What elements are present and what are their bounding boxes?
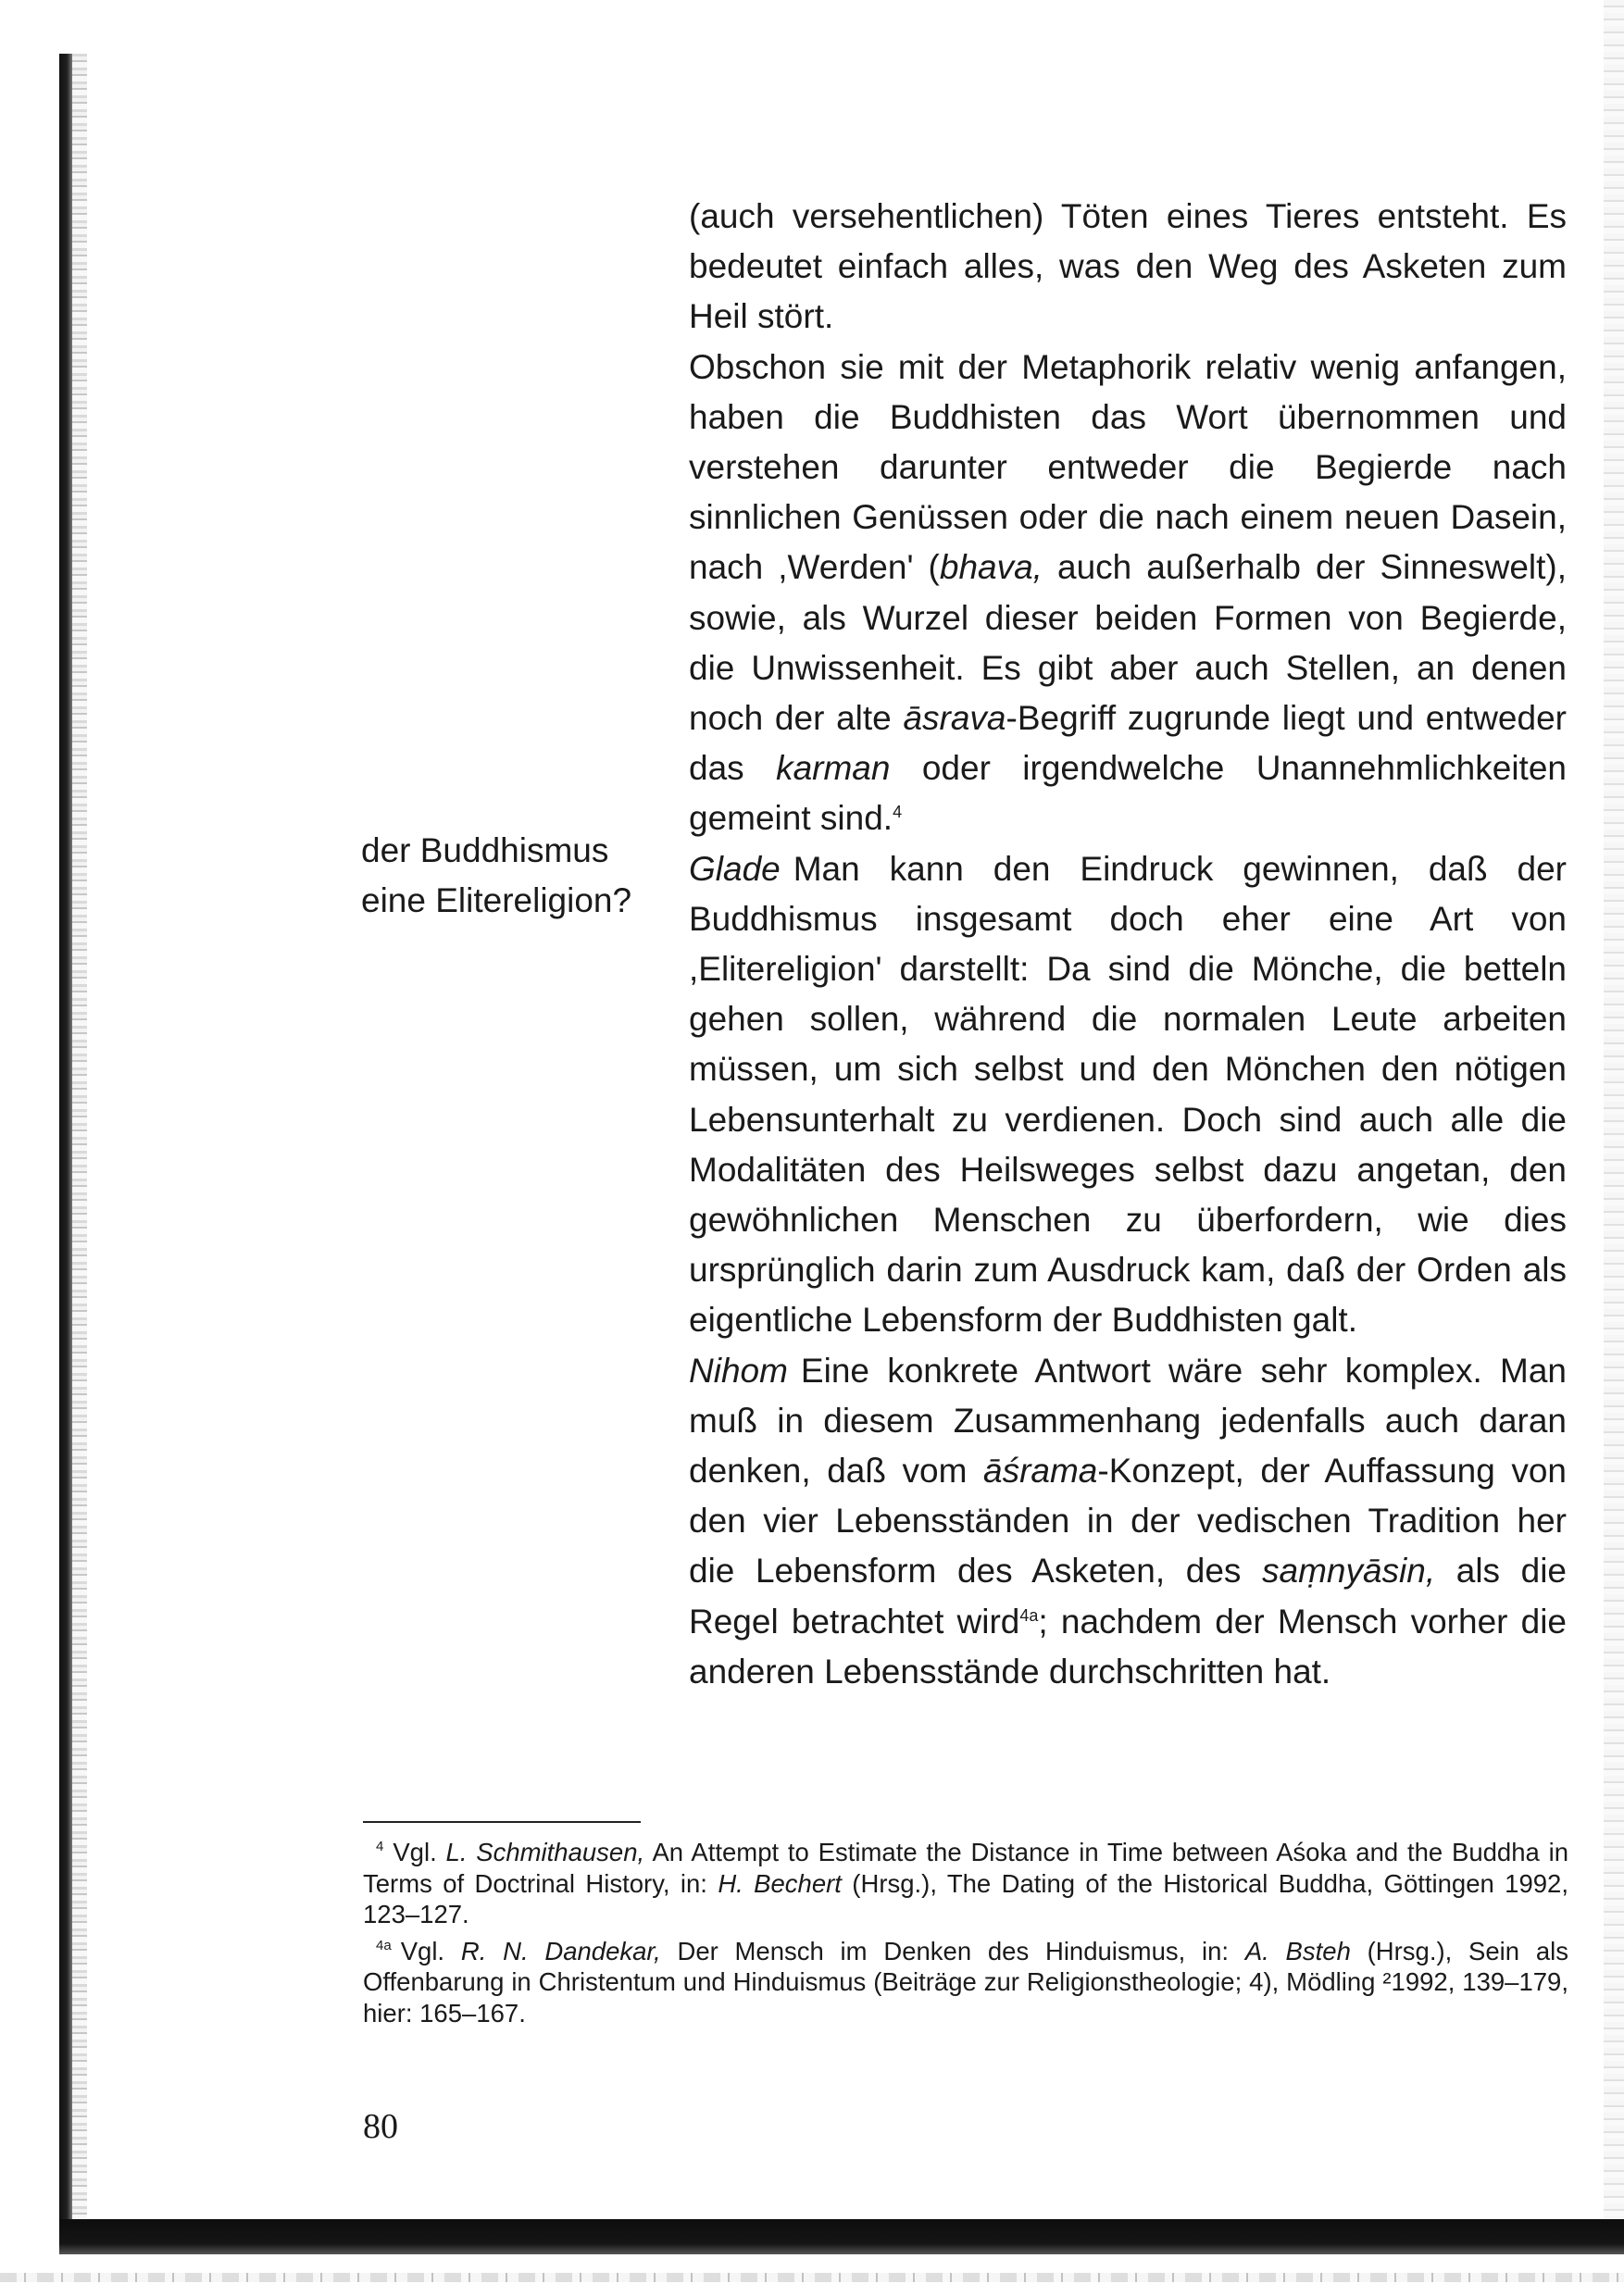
term-asrava: āsrava: [903, 699, 1006, 738]
scan-edge-left: [72, 54, 87, 2225]
scan-edge-right: [1604, 0, 1624, 2222]
footnote-rule: [363, 1821, 641, 1823]
term-samnyasin: saṃnyāsin,: [1262, 1552, 1436, 1591]
footnote: $^4$ Vgl. L. Schmithausen, An Attempt to Estimate the Distance in Time between Aśoka and the Buddha in Terms of Doctrinal History, in: H. Bechert (Hrsg.), The Dating of the Historical Buddha, Göttingen 1992, 123–127.: [363, 1838, 1569, 1928]
term-asrama: āśrama: [983, 1452, 1098, 1491]
speaker-name: Glade: [689, 849, 781, 888]
scan-strip-bottom: [0, 2273, 1624, 2282]
paragraph: Nihom Eine konkrete Antwort wäre sehr komplex. Man muß in diesem Zusammenhang jedenfalls auch daran denken, daß vom āśrama-Konzept, der Auffassung von den vier Lebensständen in der vedischen Tradition her die Lebensform des Asketen, des saṃnyāsin, als die Regel betrachtet wird$^{4a}$; nachdem der Mensch vorher die anderen Lebensstände durchschritten hat.: [689, 1351, 1568, 1691]
paragraph: Obschon sie mit der Metaphorik relativ wenig anfangen, haben die Buddhisten das Wort übernommen und verstehen darunter entweder die Begierde nach sinnlichen Genüssen oder die nach einem neuen Dasein, nach ,Werden' (bhava, auch außerhalb der Sinneswelt), sowie, als Wurzel dieser beiden Formen von Begierde, die Unwissenheit. Es gibt aber auch Stellen, an denen noch der alte āsrava-Begriff zugrunde liegt und entweder das karman oder irgendwelche Unannehmlichkeiten gemeint sind.$^4$: [689, 347, 1567, 838]
margin-note: der Buddhismus eine Elitereligion?: [361, 831, 632, 920]
footnote-editor: H. Bechert: [718, 1868, 842, 1898]
footnote-editor: A. Bsteh: [1244, 1936, 1351, 1965]
footnote-reference: 4a: [1019, 1605, 1039, 1625]
footnote-marker: 4: [376, 1839, 384, 1854]
term-karman: karman: [776, 749, 891, 788]
speaker-name: Nihom: [689, 1351, 788, 1390]
scan-shadow-bottom: [59, 2219, 1624, 2254]
paragraph: (auch versehentlichen) Töten eines Tieres entsteht. Es bedeutet einfach alles, was den Weg des Asketen zum Heil stört.: [689, 197, 1567, 336]
main-text: [689, 192, 1567, 1697]
page-number: 80: [363, 2107, 398, 2146]
paragraph: Glade Man kann den Eindruck gewinnen, daß der Buddhismus insgesamt doch eher eine Art von ,Elitereligion' darstellt: Da sind die Mönche, die betteln gehen sollen, während die normalen Leute arbeiten müssen, um sich selbst und den Mönchen den nötigen Lebensunterhalt zu verdienen. Doch sind auch alle die Modalitäten des Heilsweges selbst dazu angetan, den gewöhnlichen Menschen zu überfordern, wie dies ursprünglich darin zum Ausdruck kam, daß der Orden als eigentliche Lebensform der Buddhisten galt.: [689, 849, 1567, 1340]
footnote: $^{4a}$ Vgl. R. N. Dandekar, Der Mensch im Denken des Hinduismus, in: A. Bsteh (Hrsg.), Sein als Offenbarung in Christentum und Hinduismus (Beiträge zur Religionstheologie; 4), Mödling ²1992, 139–179, hier: 165–167.: [363, 1936, 1568, 2028]
footnote-marker: 4a: [376, 1937, 392, 1953]
footnote-reference: 4: [893, 803, 903, 822]
footnote-author: L. Schmithausen,: [445, 1838, 645, 1866]
scan-shadow-left: [59, 54, 72, 2225]
footnotes: [363, 1837, 1568, 2034]
term-bhava: bhava,: [939, 548, 1043, 587]
footnote-author: R. N. Dandekar,: [460, 1936, 661, 1965]
